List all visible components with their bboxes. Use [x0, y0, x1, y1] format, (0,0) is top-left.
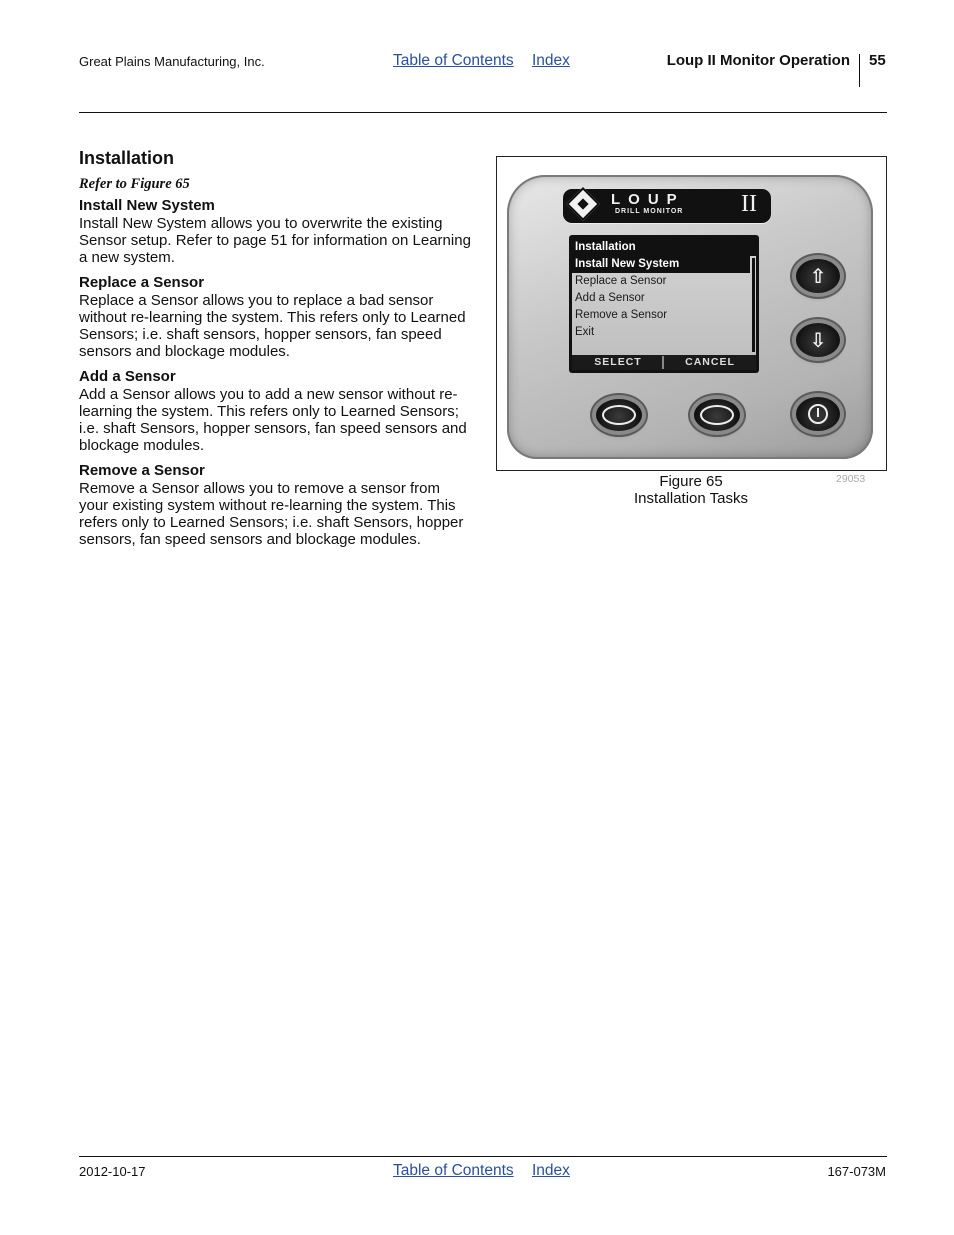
footer-nav — [393, 1162, 570, 1180]
subsection-title-replace-sensor: Replace a Sensor — [79, 274, 205, 291]
footer-date: 2012-10-17 — [79, 1164, 146, 1179]
subsection-title-remove-sensor: Remove a Sensor — [79, 462, 205, 479]
up-arrow-icon: ⇧ — [809, 265, 827, 288]
figure-frame — [496, 156, 887, 471]
logo-numeral: II — [741, 191, 757, 217]
subsection-body-remove-sensor: Remove a Sensor allows you to remove a sensor from your existing system without re-learning the system. This refers only to Learned Sensors; i.e. shaft Sensors, hopper sensors, fan speed sensors and blockage modules. — [79, 480, 464, 548]
figure-image-number: 29053 — [836, 473, 866, 485]
oval-icon — [700, 405, 734, 425]
down-arrow-icon: ⇩ — [809, 329, 827, 352]
menu-item: Add a Sensor — [575, 292, 645, 304]
oval-icon — [602, 405, 636, 425]
logo-subtitle: DRILL MONITOR — [615, 208, 684, 215]
menu-item: Exit — [575, 326, 595, 338]
power-button — [796, 397, 840, 431]
subsection-title-install-new-system: Install New System — [79, 197, 215, 214]
device-logo — [563, 189, 771, 223]
subsection-body-add-sensor: Add a Sensor allows you to add a new sensor without re-learning the system. This refers only to Learned Sensors; i.e. shaft Sensors, hopper sensors, fan speed sensors and blockage modules. — [79, 386, 467, 454]
select-softkey-button — [596, 399, 642, 431]
device-screen — [569, 235, 759, 373]
subsection-body-replace-sensor: Replace a Sensor allows you to replace a bad sensor without re-learning the system. This refers only to Learned Sensors; i.e. shaft sensors, hopper sensors, fan speed sensors and blockage modules. — [79, 292, 466, 360]
power-icon — [808, 404, 828, 424]
footer-toc-link[interactable]: Table of Contents — [393, 1162, 514, 1179]
menu-item: Remove a Sensor — [575, 309, 668, 321]
softkey-label-select: SELECT — [574, 356, 664, 369]
subsection-title-add-sensor: Add a Sensor — [79, 368, 176, 385]
figure-number: Figure 65 — [659, 473, 723, 490]
loup-monitor-device — [507, 175, 873, 459]
footer-index-link[interactable]: Index — [531, 1162, 570, 1179]
footer-rule — [79, 1156, 887, 1157]
footer-doc-number: 167-073M — [827, 1164, 886, 1179]
page-number: 55 — [869, 52, 886, 69]
header-rule — [79, 112, 887, 113]
logo-word: LOUP — [611, 191, 685, 208]
menu-item: Replace a Sensor — [575, 275, 667, 287]
figure-title: Installation Tasks — [634, 490, 748, 507]
header-divider — [859, 54, 860, 87]
subsection-body-install-new-system: Install New System allows you to overwrite the existing Sensor setup. Refer to page 51 for information on Learning a new system. — [79, 215, 471, 266]
header-company: Great Plains Manufacturing, Inc. — [79, 54, 265, 69]
cancel-softkey-button — [694, 399, 740, 431]
figure-reference: Refer to Figure 65 — [79, 176, 190, 192]
header-section-title: Loup II Monitor Operation — [666, 52, 850, 69]
section-heading: Installation — [79, 148, 175, 168]
main-text-column — [79, 148, 471, 556]
softkey-label-cancel: CANCEL — [685, 356, 735, 368]
header-index-link[interactable]: Index — [531, 52, 570, 69]
down-button — [796, 323, 840, 357]
screen-softkey-bar — [572, 355, 756, 370]
up-button — [796, 259, 840, 293]
screen-scrollbar — [752, 258, 755, 352]
menu-item: Install New System — [572, 256, 750, 273]
header-toc-link[interactable]: Table of Contents — [393, 52, 514, 69]
screen-title: Installation — [572, 238, 756, 256]
header-nav — [393, 52, 570, 70]
screen-menu — [572, 256, 750, 341]
figure-caption — [496, 473, 886, 507]
brand-diamond-icon — [566, 187, 600, 221]
